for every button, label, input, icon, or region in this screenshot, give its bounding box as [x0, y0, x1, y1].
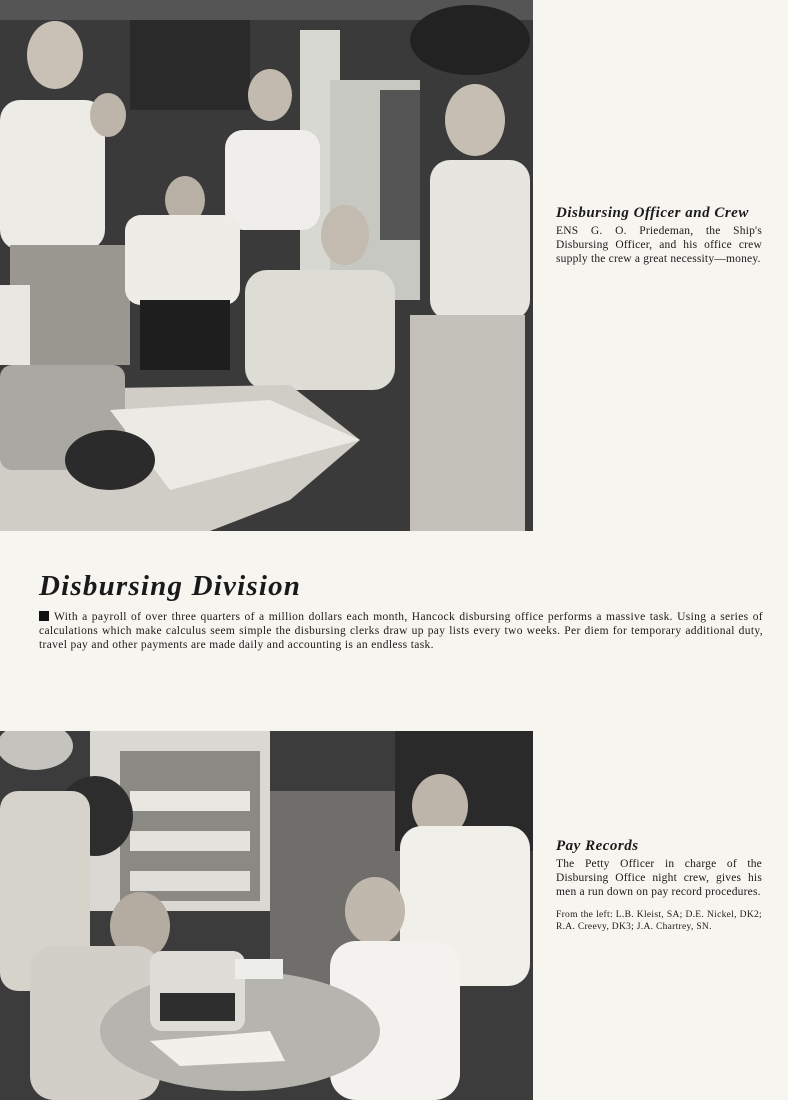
bottom-photo-caption	[556, 838, 762, 943]
section-title: Disbursing Division	[39, 570, 302, 602]
bottom-caption-body: The Petty Officer in charge of the Disbursing Office night crew, gives his men a run down on pay record procedures.	[556, 858, 762, 898]
top-photo-caption	[556, 205, 762, 266]
top-caption-body: ENS G. O. Priedeman, the Ship's Disbursing Officer, and his office crew supply the crew a great necessity—money.	[556, 225, 762, 265]
bottom-caption-title: Pay Records	[556, 838, 639, 854]
photo-credits: From the left: L.B. Kleist, SA; D.E. Nickel, DK2; R.A. Creevy, DK3; J.A. Chartrey, SN.	[556, 910, 762, 932]
disbursing-officer-photo	[0, 0, 533, 531]
section-body	[39, 610, 763, 652]
top-caption-title: Disbursing Officer and Crew	[556, 205, 749, 221]
pay-records-photo	[0, 731, 533, 1100]
bullet-square-icon	[39, 611, 49, 621]
section-body-text: With a payroll of over three quarters of a million dollars each month, Hancock disbursing office performs a massive task. Using a series of calculations which make calculus seem simple the disbursing clerks draw up pay lists every two weeks. Per diem for temporary additional duty, travel pay and other payments are made daily and accounting is an endless task.	[39, 611, 763, 651]
